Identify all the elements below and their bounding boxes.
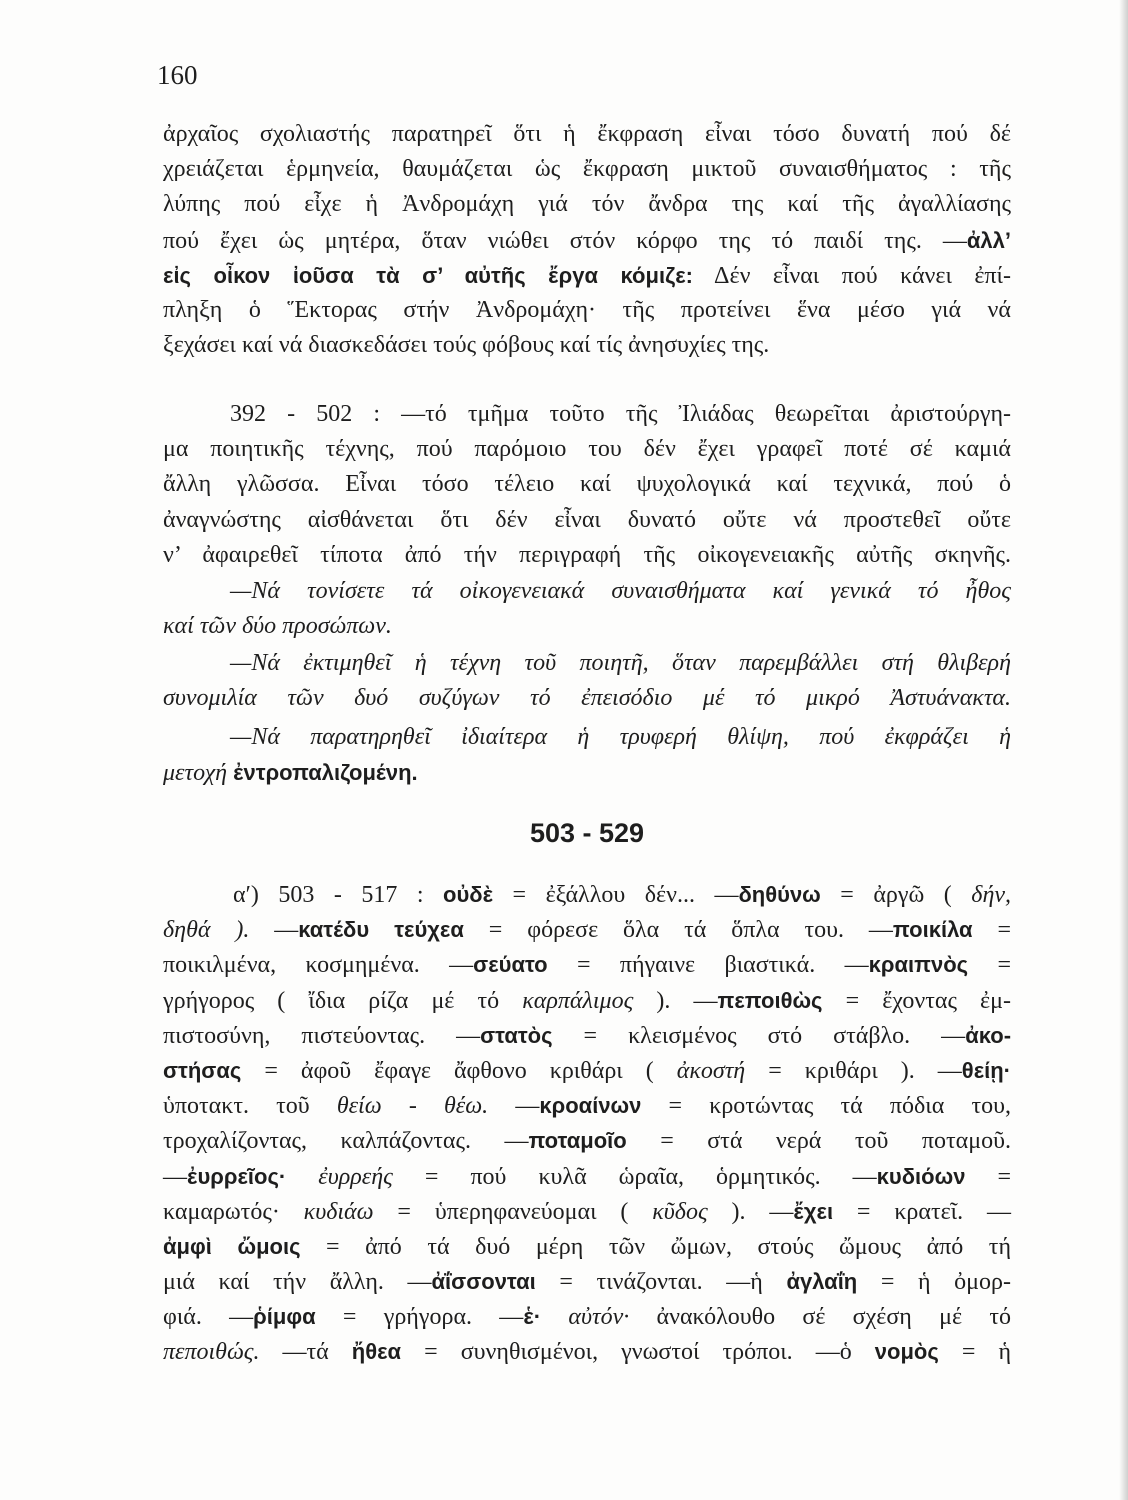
text-line	[163, 720, 1011, 755]
bold-term: ἀγλαΐη	[786, 1269, 858, 1295]
glossary-paragraph	[163, 877, 1011, 1370]
text-run: —	[488, 1093, 540, 1120]
text-line	[163, 187, 1011, 222]
text-run: ). —	[707, 1198, 794, 1225]
italic-text: —Νά τονίσετε τά οἰκογενειακά συναισθήματα καί γενικά τό ἦθος	[230, 578, 1011, 604]
text-line	[163, 947, 1011, 982]
text-line	[163, 293, 1011, 328]
text-run: πού ἔχει ὡς μητέρα, ὅταν νιώθει στόν κόρφο της τό παιδί της. —	[163, 227, 967, 254]
text-line	[163, 1299, 1011, 1334]
bold-term: ποικίλα	[892, 917, 973, 943]
italic-text: αὐτόν·	[541, 1304, 630, 1331]
text-line	[163, 258, 1011, 293]
text-run: =	[972, 917, 1011, 944]
text-line	[163, 912, 1011, 947]
bold-term: θείῃ·	[961, 1057, 1012, 1083]
italic-text: καρπάλιμος	[522, 987, 634, 1014]
text-run: = ἀπό τά δυό μέρη τῶν ὤμων, στούς ὤμους ἀπό τή	[300, 1233, 1011, 1260]
bold-term: ἑ·	[523, 1304, 542, 1330]
text-run: = ἡ ὀμορ-	[857, 1269, 1012, 1296]
text-run: ἀνακόλουθο σέ σχέση μέ τό	[629, 1304, 1011, 1331]
text-run: χρειάζεται ἑρμηνεία, θαυμάζεται ὡς ἔκφραση μικτοῦ συναισθήματος : τῆς	[163, 156, 1011, 183]
text-run: —	[249, 917, 299, 944]
italic-text: δηθά ).	[163, 917, 250, 944]
text-run: = ἡ	[938, 1339, 1012, 1366]
text-run: ν’ ἀφαιρεθεῖ τίποτα ἀπό τήν περιγραφή τῆς οἰκογενειακῆς αὐτῆς σκηνῆς.	[163, 541, 1011, 568]
text-run: = φόρεσε ὅλα τά ὅπλα του. —	[463, 917, 893, 944]
text-run: λύπης πού εἶχε ἡ Ἀνδρομάχη γιά τόν ἄνδρα της καί τῆς ἀγαλλίασης	[163, 191, 1011, 218]
text-line	[163, 538, 1011, 573]
text-line	[163, 503, 1011, 538]
italic-text: κῦδος	[652, 1198, 708, 1225]
text-line	[163, 1264, 1011, 1299]
scan-edge	[1119, 0, 1128, 1500]
text-line	[163, 574, 1011, 609]
text-run: καμαρωτός·	[163, 1198, 304, 1225]
bold-term: ποταμοῖο	[528, 1128, 627, 1154]
text-line	[163, 1088, 1011, 1123]
text-run: —τά	[259, 1339, 352, 1366]
text-run: πιστοσύνη, πιστεύοντας. —	[163, 1022, 481, 1049]
text-run: = τινάζονται. —ἡ	[535, 1269, 787, 1296]
text-run: φιά. —	[163, 1304, 254, 1331]
italic-text: συνομιλία τῶν δυό συζύγων τό ἐπεισόδιο μέ τό μικρό Ἀστυάνακτα.	[163, 685, 1011, 712]
italic-text: —Νά ἐκτιμηθεῖ ἡ τέχνη τοῦ ποιητῆ, ὅταν παρεμβάλλει στή θλιβερή	[230, 650, 1011, 676]
page-number: 160	[157, 60, 198, 90]
text-line	[163, 467, 1011, 502]
commentary-paragraph	[163, 117, 1011, 363]
bold-term: κροαίνων	[539, 1093, 642, 1119]
text-run: —	[163, 1163, 187, 1190]
text-run: = ὑπερηφανεύομαι (	[373, 1198, 653, 1225]
text-run: ). —	[633, 987, 718, 1014]
text-run: Δέν εἶναι πού κάνει ἐπί-	[692, 262, 1011, 289]
bold-term: στατὸς	[480, 1022, 553, 1048]
italic-text: θείω - θέω.	[336, 1093, 489, 1120]
text-run: ξεχάσει καί νά διασκεδάσει τούς φόβους καί τίς ἀνησυχίες της.	[163, 332, 770, 359]
bold-term: στήσας	[163, 1057, 242, 1083]
bold-term: ἔχει	[793, 1198, 834, 1224]
text-run: πληξη ὁ Ἕκτορας στήν Ἀνδρομάχη· τῆς προτείνει ἕνα μέσο γιά νά	[163, 296, 1011, 323]
text-line	[163, 152, 1011, 187]
bold-term: κατέδυ τεύχεα	[298, 917, 464, 943]
text-run: ποικιλμένα, κοσμημένα. —	[163, 952, 474, 979]
text-line	[163, 1123, 1011, 1158]
text-run: = στά νερά τοῦ ποταμοῦ.	[626, 1128, 1011, 1155]
bold-term: ἀμφὶ ὤμοις	[163, 1233, 301, 1259]
text-run: = γρήγορα. —	[315, 1304, 524, 1331]
study-question	[163, 574, 1011, 644]
italic-text: ἀκοστή	[676, 1057, 746, 1084]
text-run: = ἐξάλλου δέν... —	[493, 882, 739, 908]
text-line	[163, 681, 1011, 716]
commentary-paragraph	[163, 397, 1011, 573]
text-line	[163, 328, 1011, 363]
italic-text: κυδιάω	[303, 1198, 374, 1225]
bold-term: κραιπνὸς	[868, 952, 969, 978]
bold-term: κυδιόων	[876, 1163, 966, 1189]
italic-text: πεποιθώς.	[163, 1339, 260, 1366]
text-line	[163, 1194, 1011, 1229]
text-run: τροχαλίζοντας, καλπάζοντας. —	[163, 1128, 529, 1155]
italic-text: δήν,	[971, 882, 1011, 908]
text-run: = ἔχοντας ἐμ-	[822, 987, 1011, 1014]
text-line	[163, 432, 1011, 467]
bold-term: οὐδὲ	[443, 882, 494, 907]
italic-text: μετοχή	[163, 760, 234, 787]
text-line	[163, 1018, 1011, 1053]
text-run: μιά καί τήν ἄλλη. —	[163, 1269, 432, 1296]
text-line	[163, 983, 1011, 1018]
text-run: = κλεισμένος στό στάβλο. —	[552, 1022, 966, 1049]
text-run: α′) 503 - 517 :	[233, 882, 444, 908]
text-line	[163, 397, 1011, 432]
bold-term: δηθύνω	[738, 882, 821, 907]
text-line	[163, 1159, 1011, 1194]
study-question	[163, 720, 1011, 790]
text-line	[163, 609, 1011, 644]
text-run: γρήγορος ( ἴδια ρίζα μέ τό	[163, 987, 523, 1014]
bold-term: ἐυρρεῖος·	[187, 1163, 287, 1189]
bold-term: ἀκο-	[965, 1022, 1012, 1048]
text-line	[163, 1229, 1011, 1264]
italic-text: ἐυρρεής	[286, 1163, 393, 1190]
text-run: =	[965, 1163, 1011, 1190]
text-run: ὑποτακτ. τοῦ	[163, 1093, 337, 1120]
text-run: = ἀργῶ (	[820, 882, 972, 908]
text-line	[163, 1334, 1011, 1369]
bold-term: ἤθεα	[351, 1339, 402, 1365]
text-run: = κρατεῖ. —	[833, 1198, 1011, 1225]
text-run: ἀρχαῖος σχολιαστής παρατηρεῖ ὅτι ἡ ἔκφραση εἶναι τόσο δυνατή πού δέ	[163, 121, 1011, 147]
text-line	[163, 877, 1011, 912]
bold-term: εἰς οἶκον ἰοῦσα τὰ σ’ αὐτῆς ἔργα κόμιζε:	[163, 262, 693, 288]
italic-text: καί τῶν δύο προσώπων.	[163, 613, 392, 640]
text-run: = ἀφοῦ ἔφαγε ἄφθονο κριθάρι (	[241, 1057, 677, 1084]
text-run: ἄλλη γλῶσσα. Εἶναι τόσο τέλειο καί ψυχολογικά καί τεχνικά, πού ὁ	[163, 471, 1011, 498]
bold-term: ἀΐσσονται	[431, 1269, 536, 1295]
section-heading: 503 - 529	[529, 818, 645, 848]
bold-term: πεποιθὼς	[717, 987, 823, 1013]
text-line	[163, 117, 1011, 152]
text-line	[163, 223, 1011, 258]
text-run: = κροτώντας τά πόδια του,	[641, 1093, 1012, 1120]
text-line	[163, 1053, 1011, 1088]
text-run: ἀναγνώστης αἰσθάνεται ὅτι δέν εἶναι δυνατό οὔτε νά προστεθεῖ οὔτε	[163, 506, 1011, 533]
bold-term: νομὸς	[874, 1339, 939, 1365]
text-run: μα ποιητικῆς τέχνης, πού παρόμοιο του δέν ἔχει γραφεῖ ποτέ σέ καμιά	[163, 436, 1011, 463]
text-run: = κριθάρι ). —	[745, 1057, 962, 1084]
bold-term: σεύατο	[473, 952, 548, 978]
text-run: = συνηθισμένοι, γνωστοί τρόποι. —ὁ	[401, 1339, 875, 1366]
bold-term: ἐντροπαλιζομένη.	[233, 760, 418, 786]
bold-term: ῥίμφα	[253, 1304, 316, 1330]
text-run: 392 - 502 : —τό τμῆμα τοῦτο τῆς Ἰλιάδας θεωρεῖται ἀριστούργη-	[230, 401, 1011, 427]
text-line	[163, 646, 1011, 681]
text-run: = πήγαινε βιαστικά. —	[547, 952, 869, 979]
study-question	[163, 646, 1011, 716]
text-run: = πού κυλᾶ ὡραῖα, ὁρμητικός. —	[392, 1163, 877, 1190]
italic-text: —Νά παρατηρηθεῖ ἰδιαίτερα ἡ τρυφερή θλίψη, πού ἐκφράζει ἡ	[230, 724, 1011, 750]
text-run: =	[968, 952, 1011, 979]
bold-term: ἀλλ’	[966, 227, 1011, 253]
text-line	[163, 755, 1011, 790]
